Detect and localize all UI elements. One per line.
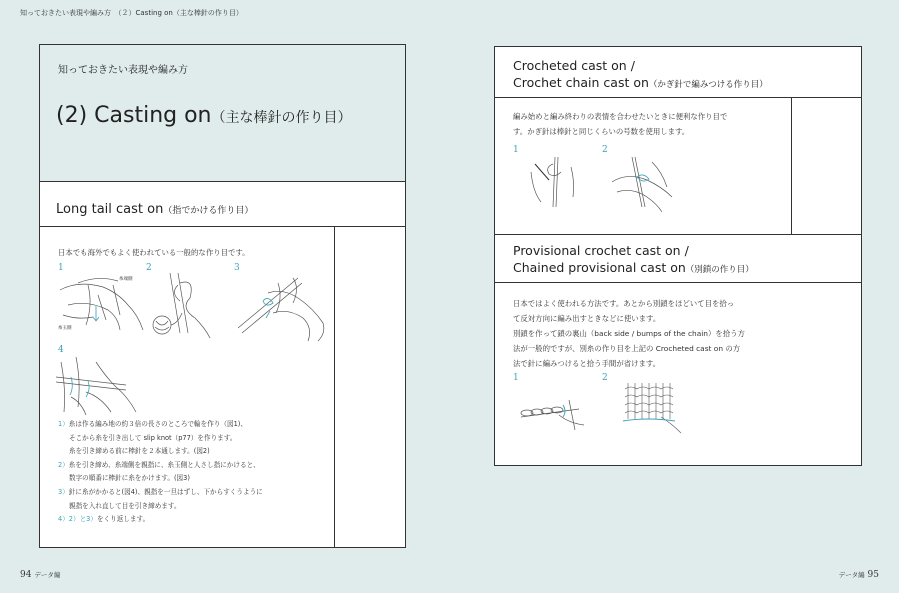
instruction-text: 糸を引き締める前に棒針を２本通します。(図2)	[69, 447, 210, 456]
section-title-line2	[513, 259, 754, 279]
step-number: 1	[58, 263, 64, 273]
illustration-fig4	[56, 357, 146, 417]
instruction-line	[58, 459, 333, 473]
instruction-text: 針に糸がかかると(図4)、親指を一旦はずし、下からすくうように	[68, 487, 263, 496]
instruction-text: 糸を引き締め、糸端側を親指に、糸玉側と人さし指にかけると、	[68, 460, 260, 469]
divider	[495, 234, 861, 235]
instruction-number: 2）	[58, 460, 69, 469]
section-title-main: Chained provisional cast on	[513, 260, 686, 275]
folio-right	[839, 570, 879, 580]
instruction-line	[58, 500, 333, 514]
step-number: 2	[602, 145, 608, 155]
step-number: 4	[58, 345, 64, 355]
instruction-text: 数字の順番に棒針に糸をかけます。(図3)	[69, 474, 190, 483]
instruction-text: そこから糸を引き出して slip knot（p77）を作ります。	[69, 433, 237, 442]
step-number: 2	[602, 373, 608, 383]
folio-label: データ編	[838, 571, 865, 579]
body-line: 日本ではよく使われる方法です。あとから別鎖をほどいて目を拾っ	[513, 299, 735, 308]
section-body	[513, 296, 745, 371]
instruction-text: をくり返します。	[96, 515, 150, 524]
step-number: 1	[513, 145, 519, 155]
folio-label: データ編	[34, 571, 61, 579]
intro-text: 日本でも海外でもよく使われている一般的な作り目です。	[58, 248, 250, 257]
body-line: 編み始めと編み終わりの表情を合わせたいときに便利な作り目で	[513, 112, 728, 121]
instruction-line	[58, 486, 333, 500]
folio-left	[20, 570, 60, 580]
body-line: て反対方向に編み出すときなどに使います。	[513, 314, 661, 323]
instruction-number: 1）	[58, 420, 69, 428]
section-body	[513, 109, 727, 139]
instruction-line	[58, 513, 333, 527]
step-number: 2	[146, 263, 152, 273]
illustration-crochet-fig1	[523, 152, 583, 212]
section-title-sub: （指でかける作り目）	[163, 206, 254, 216]
illustration-fig1	[58, 275, 148, 340]
illustration-provisional-fig1	[519, 395, 589, 435]
instruction-text: 糸は作る編み地の約３倍の長さのところで輪を作り（図1)、	[68, 420, 247, 428]
page-title-main: (2) Casting on	[56, 103, 212, 128]
page-number: 95	[867, 570, 879, 580]
instruction-text: 親指を入れ直して目を引き締めます。	[69, 501, 181, 510]
page-title	[56, 103, 352, 128]
instruction-number: 4）2）と3）	[58, 515, 97, 524]
page-title-sub: （主な棒針の作り目）	[211, 110, 352, 126]
body-line: 法が一般的ですが、別糸の作り目を上記の Crocheted cast on の方	[513, 344, 741, 353]
section-title-sub: （かぎ針で編みつける作り目）	[648, 80, 768, 90]
body-line: 別鎖を作って鎖の裏山（back side / bumps of the chain）を拾う方	[513, 329, 745, 338]
instruction-number: 3）	[58, 487, 69, 496]
running-header: 知っておきたい表現や編み方 （２）Casting on（主な棒針の作り目）	[20, 9, 243, 17]
instruction-line	[58, 472, 333, 486]
divider	[40, 226, 405, 227]
title-kicker: 知っておきたい表現や編み方	[58, 65, 188, 76]
illustration-fig2	[150, 273, 230, 341]
page-number: 94	[20, 570, 32, 580]
section-title-main: Long tail cast on	[56, 202, 164, 217]
section-title-line1: Crocheted cast on /	[513, 58, 635, 73]
instruction-line	[58, 418, 333, 432]
step-number: 1	[513, 373, 519, 383]
body-line: す。かぎ針は棒針と同じくらいの号数を使用します。	[513, 127, 690, 136]
right-panel	[494, 46, 862, 466]
label-ball-side: 糸端側	[119, 277, 133, 282]
instructions	[58, 418, 333, 527]
section-title-crocheted	[513, 57, 768, 94]
section-title-provisional	[513, 242, 754, 279]
body-line: 法で針に編みつけると拾う手間が省けます。	[513, 359, 661, 368]
illustration-crochet-fig2	[607, 152, 682, 212]
step-number: 3	[234, 263, 240, 273]
illustration-provisional-fig2	[623, 381, 683, 436]
divider	[40, 181, 405, 182]
instruction-line	[58, 432, 333, 446]
divider	[495, 97, 861, 98]
illustration-fig3	[238, 273, 330, 345]
divider	[495, 282, 861, 283]
left-panel	[39, 44, 406, 548]
column-divider	[791, 97, 792, 234]
section-title-line1: Provisional crochet cast on /	[513, 243, 689, 258]
section-title-long-tail	[56, 198, 253, 217]
section-title-sub: （別鎖の作り目）	[685, 265, 754, 275]
section-title-line2	[513, 74, 768, 94]
instruction-line	[58, 445, 333, 459]
label-yarn-side: 糸玉側	[58, 326, 72, 331]
column-divider	[334, 226, 335, 547]
section-title-main: Crochet chain cast on	[513, 75, 649, 90]
